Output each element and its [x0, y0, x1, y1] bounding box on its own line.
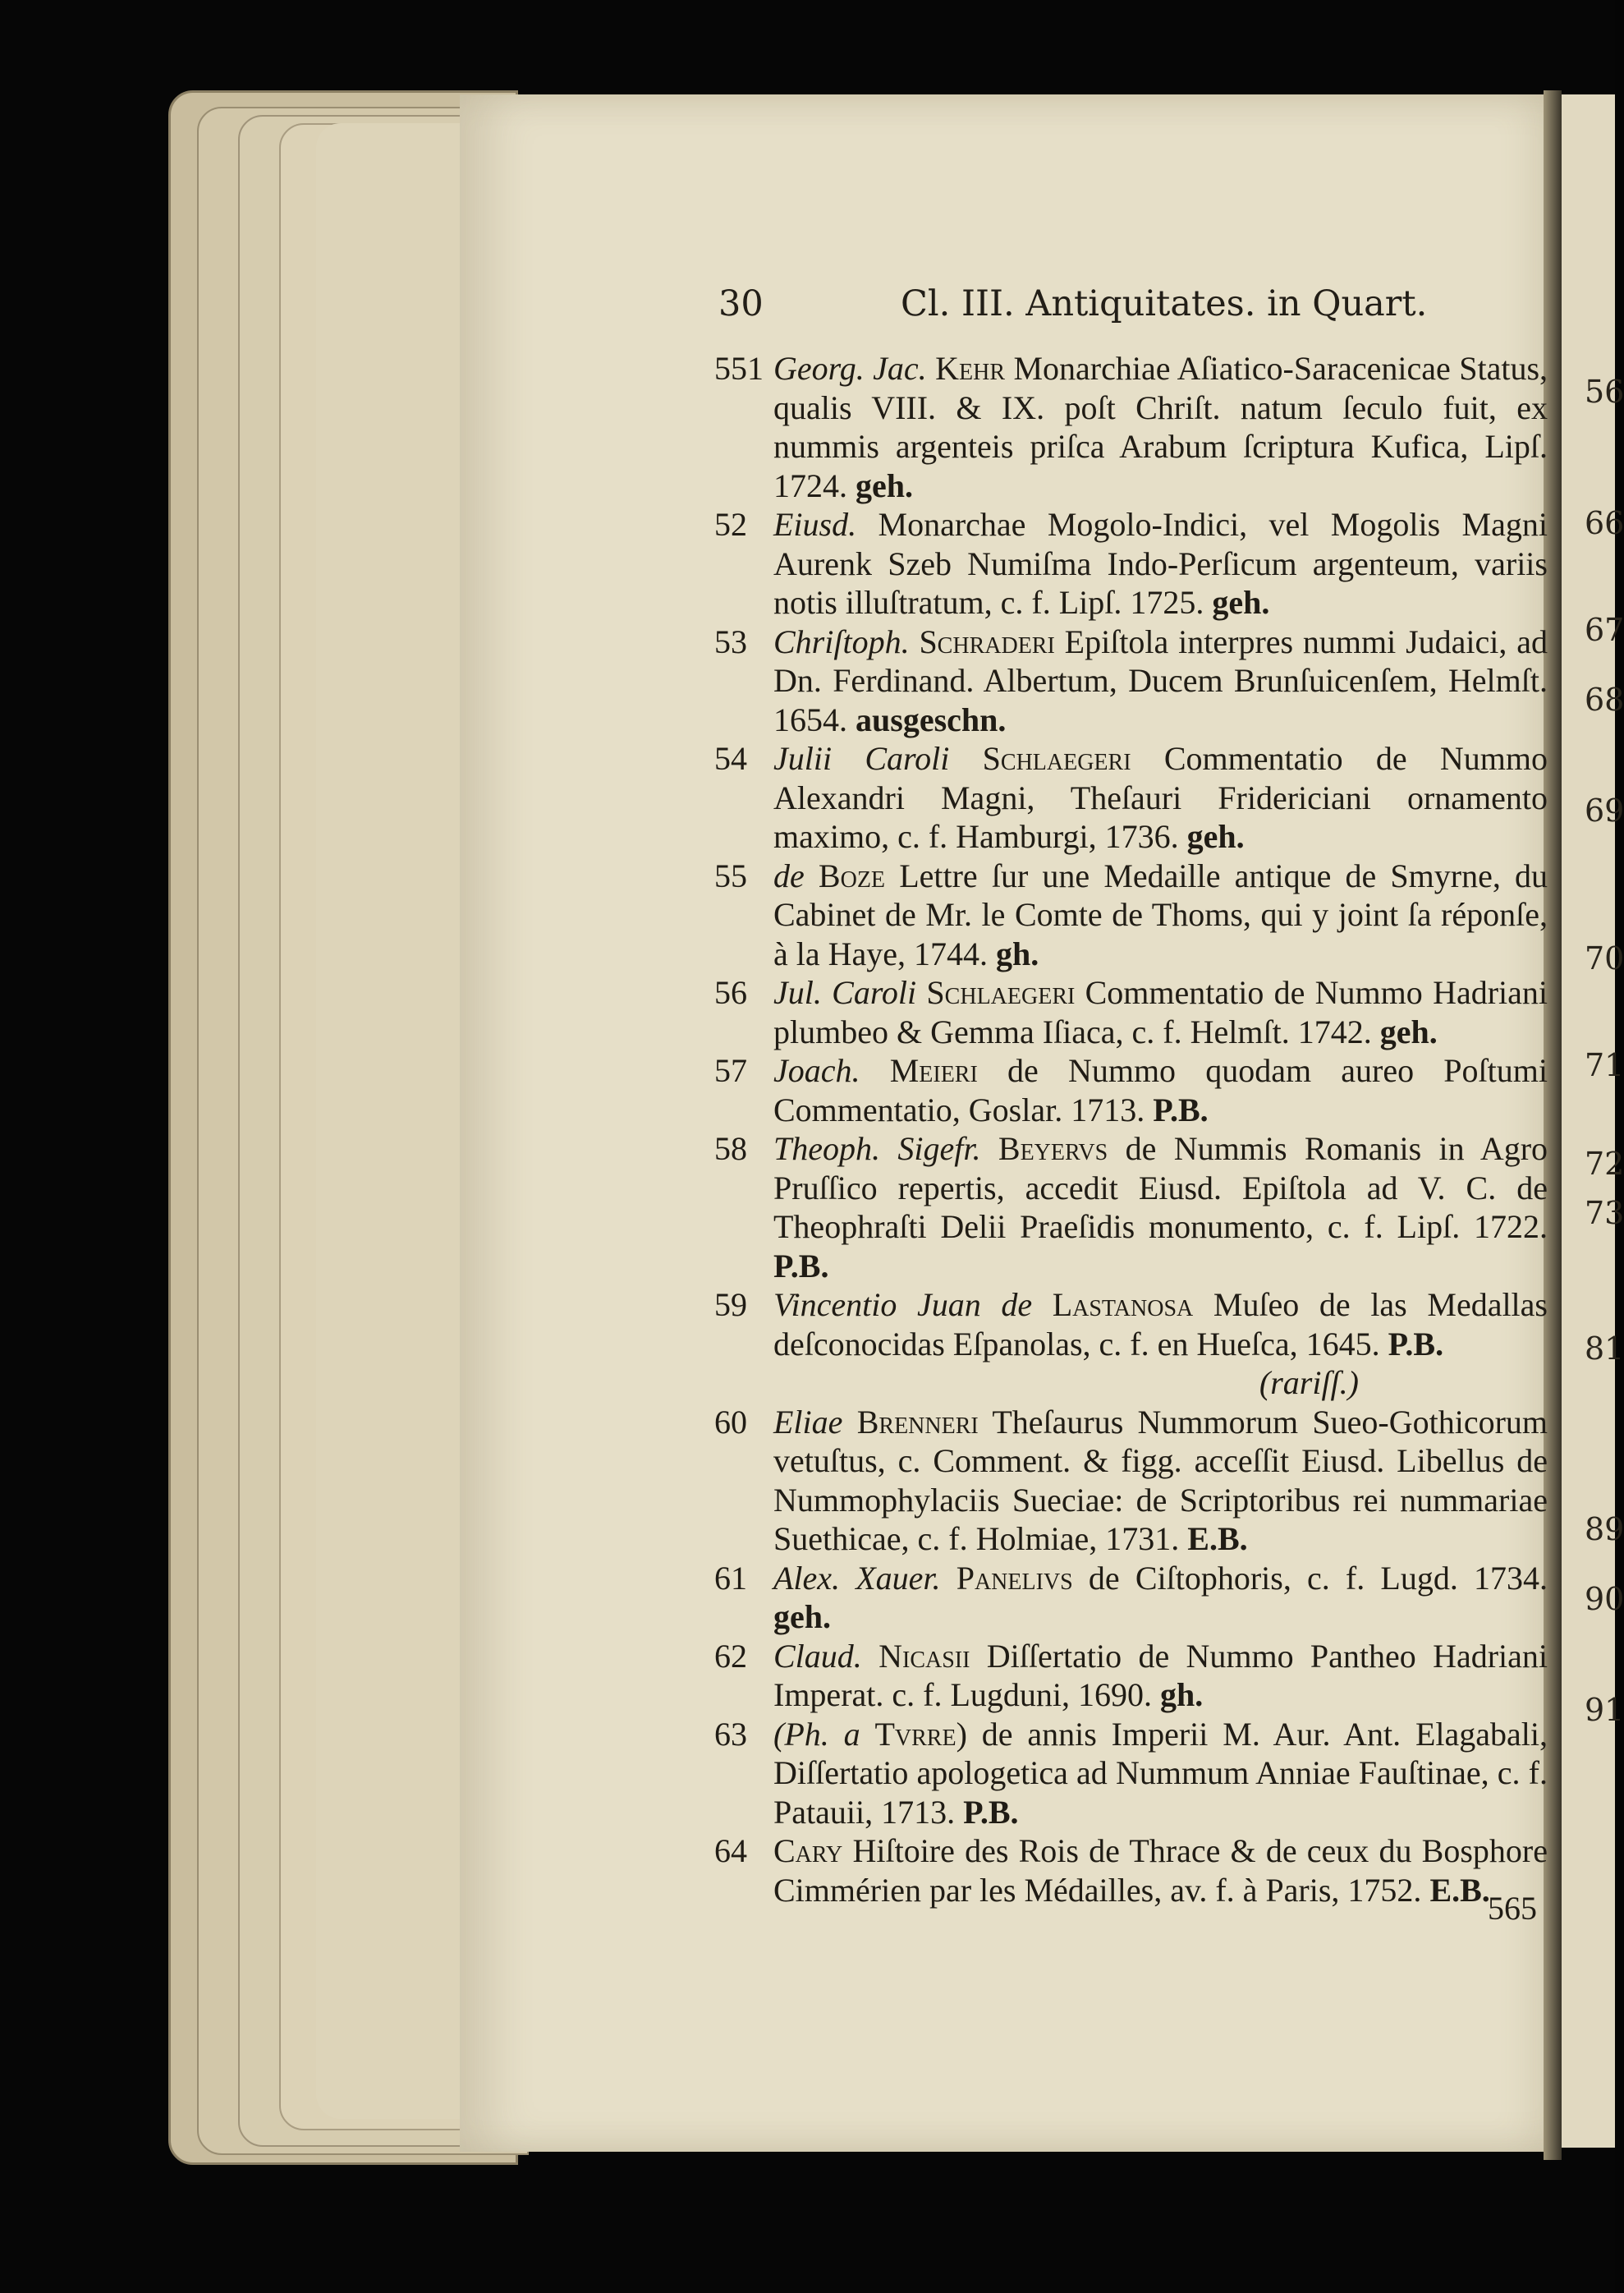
- facing-page-number: 70: [1585, 940, 1624, 976]
- catalog-entry: [714, 1559, 1548, 1637]
- catchword: 565: [1488, 1890, 1537, 1927]
- entry-text: Diſſertatio de Nummo Pantheo Hadriani Imperat. c. f. Lugduni, 1690.: [773, 1637, 1548, 1713]
- facing-page-number: 91: [1585, 1692, 1624, 1728]
- entry-author: de: [773, 857, 805, 894]
- entry-text: Monarchae Mogolo-Indici, vel Mogolis Magni Aurenk Szeb Numiſma Indo-Perſicum argenteum, variis notis illuſtratum, c. f. Lipſ. 1725.: [773, 506, 1548, 621]
- facing-page-number: 90: [1585, 1581, 1624, 1617]
- entry-name: Lastanosa: [1052, 1286, 1194, 1323]
- facing-page-number: 89: [1585, 1511, 1624, 1547]
- entry-name: Brenneri: [856, 1403, 979, 1441]
- page-title: Cl. III. Antiquitates. in Quart.: [901, 283, 1428, 324]
- entry-number: 54: [714, 740, 747, 777]
- catalog-entry: [714, 349, 1548, 505]
- facing-page-number: 71: [1585, 1047, 1624, 1083]
- entry-note: (rariſſ.): [1259, 1364, 1359, 1401]
- facing-page-number: 72: [1585, 1146, 1624, 1182]
- facing-page-number: 66: [1585, 505, 1624, 541]
- entry-number: 55: [714, 857, 747, 894]
- catalog-entry: [714, 1285, 1548, 1403]
- entry-number: 64: [714, 1832, 747, 1869]
- entry-number: 56: [714, 974, 747, 1011]
- catalog-entry: [714, 623, 1548, 740]
- entry-name: Panelivs: [956, 1559, 1073, 1597]
- entry-binding: gh.: [1160, 1676, 1204, 1713]
- entry-text: Monarchiae Aſiatico-Saracenicae Status, qualis VIII. & IX. poſt Chriſt. natum ſeculo fuit, ex nummis argenteis priſca Arabum ſcriptura Kufica, Lipſ. 1724.: [773, 350, 1548, 504]
- entry-binding: geh.: [1186, 818, 1245, 855]
- catalog-entry: [714, 1051, 1548, 1129]
- entry-binding: P.B.: [1388, 1325, 1444, 1362]
- entry-text: de Nummo quodam aureo Poſtumi Commentatio, Goslar. 1713.: [773, 1052, 1548, 1128]
- entry-name: Schraderi: [919, 623, 1055, 660]
- entry-author: Georg. Jac.: [773, 350, 927, 387]
- entry-name: Cary: [773, 1832, 843, 1869]
- entry-text: Lettre ſur une Medaille antique de Smyrne, du Cabinet de Mr. le Comte de Thoms, qui y joint ſa réponſe, à la Haye, 1744.: [773, 857, 1548, 972]
- entry-text: de Nummis Romanis in Agro Pruſſico repertis, accedit Eiusd. Epiſtola ad V. C. de Theophraſti Delii Praeſidis monumento, c. f. Lipſ. 1722.: [773, 1130, 1548, 1245]
- entry-text: Theſaurus Nummorum Sueo-Gothicorum vetuſtus, c. Comment. & figg. acceſſit Eiusd. Libellus de Nummophylaciis Sueciae: de Scriptoribus rei nummariae Suethicae, c. f. Holmiae, 1731.: [773, 1403, 1548, 1557]
- entry-number: 61: [714, 1559, 747, 1597]
- entry-binding: geh.: [856, 466, 913, 504]
- entry-author: Theoph. Sigefr.: [773, 1130, 981, 1167]
- entry-name: Schlaegeri: [926, 974, 1076, 1011]
- catalog-entry: [714, 1403, 1548, 1559]
- catalog-entry: [714, 1637, 1548, 1715]
- entry-binding: geh.: [1379, 1013, 1438, 1050]
- entry-author: Alex. Xauer.: [773, 1559, 941, 1597]
- entry-name: Kehr: [935, 350, 1005, 387]
- entry-name: Meieri: [889, 1052, 978, 1089]
- entry-number: 62: [714, 1637, 747, 1675]
- catalog-entry: [714, 857, 1548, 974]
- catalog-entry: [714, 1831, 1548, 1909]
- entry-author: Jul. Caroli: [773, 974, 917, 1011]
- entry-text: Commentatio de Nummo Hadriani plumbeo & Gemma Iſiaca, c. f. Helmſt. 1742.: [773, 974, 1548, 1050]
- entry-number: 63: [714, 1715, 747, 1753]
- catalog-entry: [714, 739, 1548, 857]
- entry-binding: P.B.: [1153, 1091, 1209, 1128]
- entry-number: 58: [714, 1130, 747, 1167]
- entry-binding: E.B.: [1429, 1871, 1490, 1909]
- entry-binding: P.B.: [773, 1247, 829, 1284]
- catalog-entry: [714, 1129, 1548, 1285]
- entry-author: Eliae: [773, 1403, 843, 1441]
- entry-name: Beyervs: [998, 1130, 1108, 1167]
- entry-text: Commentatio de Nummo Alexandri Magni, Theſauri Fridericiani ornamento maximo, c. f. Hamburgi, 1736.: [773, 740, 1548, 855]
- facing-page-number: 81: [1585, 1330, 1624, 1367]
- facing-page-number: 69: [1585, 793, 1624, 829]
- entry-author: (Ph. a: [773, 1715, 860, 1753]
- entry-text: Hiſtoire des Rois de Thrace & de ceux du Bosphore Cimmérien par les Médailles, av. f. à Paris, 1752.: [773, 1832, 1548, 1909]
- catalog-entries: [714, 349, 1548, 1909]
- entry-author: Eiusd.: [773, 506, 857, 543]
- entry-binding: ausgeschn.: [856, 701, 1007, 738]
- entry-author: Vincentio Juan de: [773, 1286, 1033, 1323]
- entry-text: de Ciſtophoris, c. f. Lugd. 1734.: [1088, 1559, 1548, 1597]
- entry-name: Tvrre): [874, 1715, 967, 1753]
- entry-binding: geh.: [1212, 584, 1270, 621]
- entry-number: 551: [714, 350, 764, 387]
- entry-binding: E.B.: [1187, 1520, 1248, 1557]
- entry-binding: gh.: [996, 935, 1039, 972]
- catalog-entry: [714, 973, 1548, 1051]
- page-number: 30: [718, 283, 764, 324]
- entry-text: de annis Imperii M. Aur. Ant. Elagabali, Diſſertatio apologetica ad Nummum Anniae Fauſtinae, c. f. Patauii, 1713.: [773, 1715, 1548, 1831]
- entry-author: Chriſtoph.: [773, 623, 910, 660]
- entry-name: Schlaegeri: [982, 740, 1131, 777]
- entry-text: Epiſtola interpres nummi Judaici, ad Dn. Ferdinand. Albertum, Ducem Brunſuicenſem, Helmſt. 1654.: [773, 623, 1548, 738]
- entry-binding: geh.: [773, 1598, 831, 1635]
- entry-text: Muſeo de las Medallas deſconocidas Eſpanolas, c. f. en Hueſca, 1645.: [773, 1286, 1548, 1362]
- catalog-entry: [714, 1715, 1548, 1832]
- entry-number: 60: [714, 1403, 747, 1441]
- facing-page-number: 67: [1585, 612, 1624, 648]
- entry-author: Julii Caroli: [773, 740, 950, 777]
- entry-name: Nicasii: [879, 1637, 970, 1675]
- catalog-entry: [714, 505, 1548, 623]
- entry-number: 53: [714, 623, 747, 660]
- entry-number: 59: [714, 1286, 747, 1323]
- entry-binding: P.B.: [963, 1793, 1019, 1831]
- entry-author: Joach.: [773, 1052, 860, 1089]
- facing-page-number: 68: [1585, 682, 1624, 718]
- facing-page-number: 73: [1585, 1195, 1624, 1231]
- entry-number: 57: [714, 1052, 747, 1089]
- entry-name: Boze: [818, 857, 886, 894]
- entry-number: 52: [714, 506, 747, 543]
- facing-page-number: 56: [1585, 374, 1624, 410]
- entry-author: Claud.: [773, 1637, 862, 1675]
